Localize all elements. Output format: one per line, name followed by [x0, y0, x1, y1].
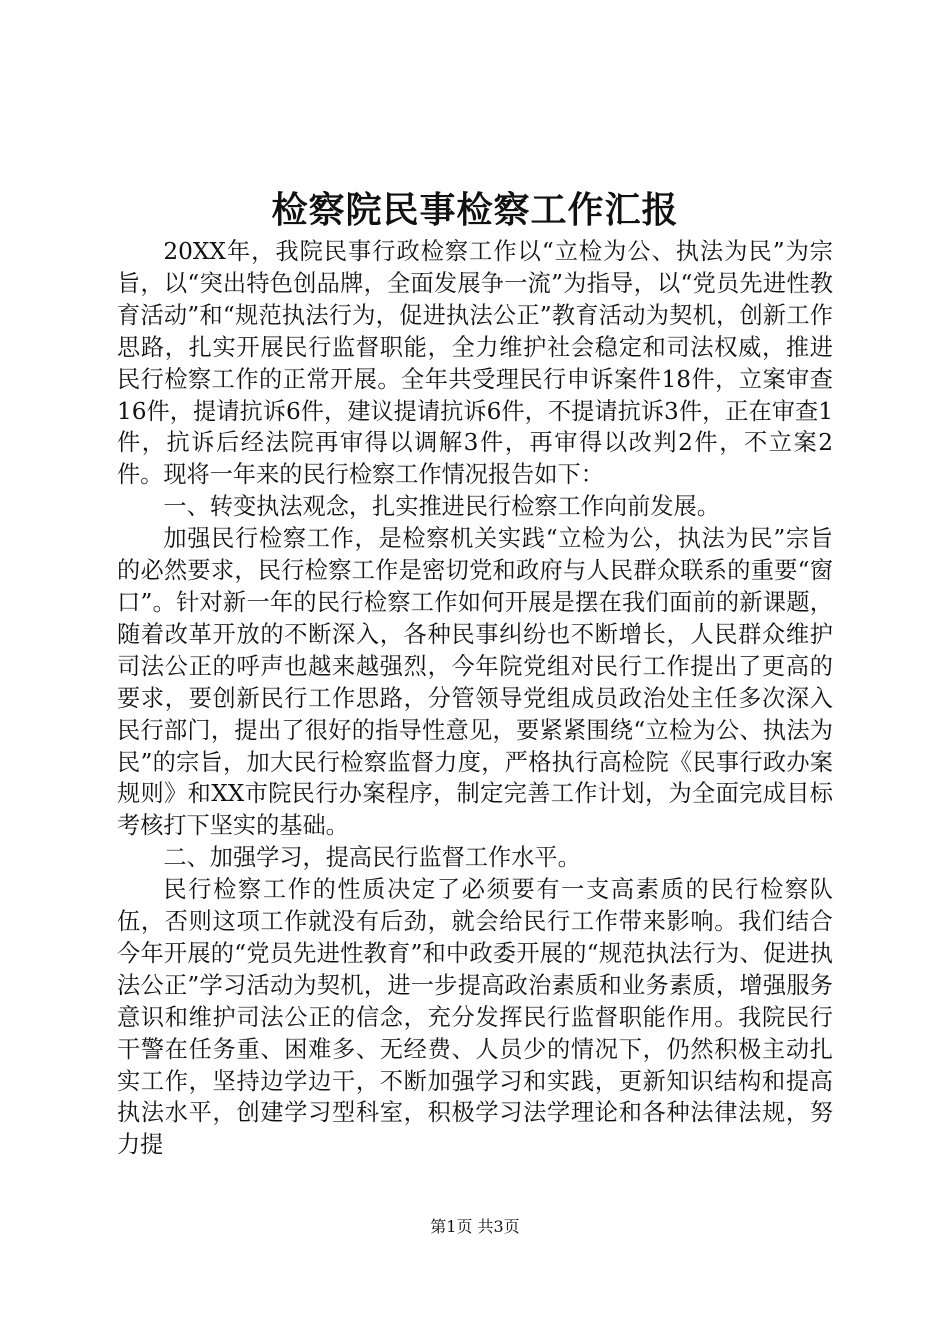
section-heading-2: 二、加强学习，提高民行监督工作水平。: [163, 844, 581, 872]
paragraph-intro: 20XX年，我院民事行政检察工作以“立检为公、执法为民”为宗旨，以“突出特色创品牌，全面发展争一流”为指导，以“党员先进性教育活动”和“规范执法行为，促进执法公正”教育活动为契机，创新工作思路，扎实开展民行监督职能，全力维护社会稳定和司法权威，推进民行检察工作的正常开展。全年共受理民行申诉案件18件，立案审查16件，提请抗诉6件，建议提请抗诉6件，不提请抗诉3件，正在审查1件，抗诉后经法院再审得以调解3件，再审得以改判2件，不立案2件。现将一年来的民行检察工作情况报告如下：: [117, 238, 833, 489]
paragraph-section-2: 民行检察工作的性质决定了必须要有一支高素质的民行检察队伍，否则这项工作就没有后劲，就会给民行工作带来影响。我们结合今年开展的“党员先进性教育”和中政委开展的“规范执法行为、促进执法公正”学习活动为契机，进一步提高政治素质和业务素质，增强服务意识和维护司法公正的信念，充分发挥民行监督职能作用。我院民行干警在任务重、困难多、无经费、人员少的情况下，仍然积极主动扎实工作，坚持边学边干，不断加强学习和实践，更新知识结构和提高执法水平，创建学习型科室，积极学习法学理论和各种法律法规，努力提: [117, 876, 833, 1159]
document-title: 检察院民事检察工作汇报: [271, 189, 679, 231]
page-number: 第1页 共3页: [430, 1217, 520, 1236]
section-heading-1: 一、转变执法观念，扎实推进民行检察工作向前发展。: [163, 493, 720, 521]
document-body: [117, 236, 833, 1161]
paragraph-section-1: 加强民行检察工作，是检察机关实践“立检为公，执法为民”宗旨的必然要求，民行检察工作是密切党和政府与人民群众联系的重要“窗口”。针对新一年的民行检察工作如何开展是摆在我们面前的新课题，随着改革开放的不断深入，各种民事纠纷也不断增长，人民群众维护司法公正的呼声也越来越强烈，今年院党组对民行工作提出了更高的要求，要创新民行工作思路，分管领导党组成员政治处主任多次深入民行部门，提出了很好的指导性意见，要紧紧围绕“立检为公、执法为民”的宗旨，加大民行检察监督力度，严格执行高检院《民事行政办案规则》和XX市院民行办案程序，制定完善工作计划，为全面完成目标考核打下坚实的基础。: [117, 525, 833, 840]
